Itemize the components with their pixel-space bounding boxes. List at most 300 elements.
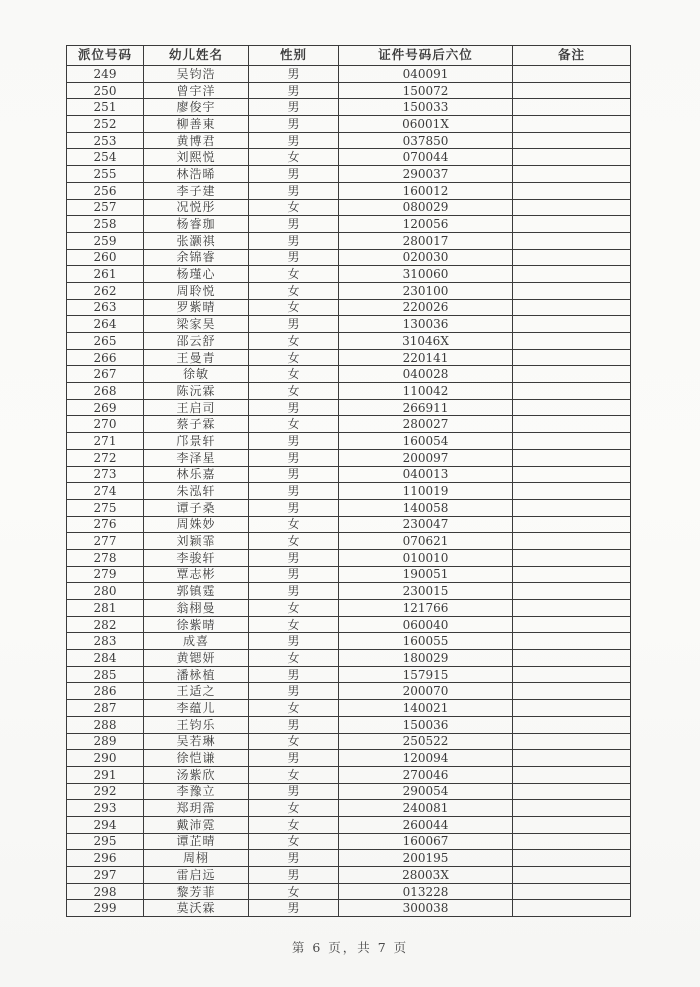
id-last-six-cell: 270046 xyxy=(339,766,513,783)
gender-cell: 女 xyxy=(249,383,339,400)
child-name-cell: 梁家昊 xyxy=(144,316,249,333)
id-last-six-cell: 040013 xyxy=(339,466,513,483)
table-row xyxy=(67,716,631,733)
allocation-number-cell: 283 xyxy=(67,633,144,650)
allocation-number-cell: 289 xyxy=(67,733,144,750)
remark-cell xyxy=(513,900,631,917)
allocation-number-cell: 259 xyxy=(67,232,144,249)
allocation-number-cell: 287 xyxy=(67,700,144,717)
remark-cell xyxy=(513,366,631,383)
remark-cell xyxy=(513,399,631,416)
table-row xyxy=(67,232,631,249)
gender-cell: 女 xyxy=(249,266,339,283)
table-row xyxy=(67,850,631,867)
gender-cell: 女 xyxy=(249,149,339,166)
remark-cell xyxy=(513,867,631,884)
id-last-six-cell: 310060 xyxy=(339,266,513,283)
child-name-cell: 柳善東 xyxy=(144,116,249,133)
remark-cell xyxy=(513,66,631,83)
allocation-number-cell: 273 xyxy=(67,466,144,483)
table-row xyxy=(67,883,631,900)
remark-cell xyxy=(513,816,631,833)
allocation-number-cell: 266 xyxy=(67,349,144,366)
table-row xyxy=(67,566,631,583)
child-name-cell: 郭镇霆 xyxy=(144,583,249,600)
remark-cell xyxy=(513,733,631,750)
gender-cell: 女 xyxy=(249,700,339,717)
table-row xyxy=(67,416,631,433)
table-row xyxy=(67,867,631,884)
id-last-six-cell: 150072 xyxy=(339,82,513,99)
remark-cell xyxy=(513,766,631,783)
id-last-six-cell: 28003X xyxy=(339,867,513,884)
child-name-cell: 潘栐植 xyxy=(144,666,249,683)
table-row xyxy=(67,116,631,133)
allocation-table xyxy=(66,45,631,917)
table-row xyxy=(67,166,631,183)
table-row xyxy=(67,616,631,633)
allocation-number-cell: 253 xyxy=(67,132,144,149)
gender-cell: 女 xyxy=(249,199,339,216)
table-row xyxy=(67,66,631,83)
gender-cell: 男 xyxy=(249,449,339,466)
child-name-cell: 周聆悦 xyxy=(144,282,249,299)
header-child-name: 幼儿姓名 xyxy=(144,46,249,66)
child-name-cell: 莫沃霖 xyxy=(144,900,249,917)
child-name-cell: 邵云舒 xyxy=(144,333,249,350)
gender-cell: 女 xyxy=(249,533,339,550)
id-last-six-cell: 200070 xyxy=(339,683,513,700)
remark-cell xyxy=(513,116,631,133)
id-last-six-cell: 200097 xyxy=(339,449,513,466)
id-last-six-cell: 290037 xyxy=(339,166,513,183)
remark-cell xyxy=(513,416,631,433)
gender-cell: 男 xyxy=(249,232,339,249)
remark-cell xyxy=(513,650,631,667)
remark-cell xyxy=(513,333,631,350)
child-name-cell: 徐恺谦 xyxy=(144,750,249,767)
id-last-six-cell: 040028 xyxy=(339,366,513,383)
id-last-six-cell: 150033 xyxy=(339,99,513,116)
remark-cell xyxy=(513,249,631,266)
child-name-cell: 徐紫晴 xyxy=(144,616,249,633)
id-last-six-cell: 280027 xyxy=(339,416,513,433)
gender-cell: 男 xyxy=(249,683,339,700)
child-name-cell: 雷启远 xyxy=(144,867,249,884)
child-name-cell: 戴沛霓 xyxy=(144,816,249,833)
allocation-table-body xyxy=(67,66,631,917)
allocation-number-cell: 274 xyxy=(67,483,144,500)
allocation-number-cell: 270 xyxy=(67,416,144,433)
child-name-cell: 谭子桑 xyxy=(144,499,249,516)
table-row xyxy=(67,700,631,717)
id-last-six-cell: 110042 xyxy=(339,383,513,400)
table-row xyxy=(67,132,631,149)
allocation-number-cell: 284 xyxy=(67,650,144,667)
id-last-six-cell: 121766 xyxy=(339,600,513,617)
child-name-cell: 廖俊宇 xyxy=(144,99,249,116)
allocation-number-cell: 295 xyxy=(67,833,144,850)
gender-cell: 女 xyxy=(249,366,339,383)
header-gender: 性别 xyxy=(249,46,339,66)
gender-cell: 男 xyxy=(249,433,339,450)
gender-cell: 女 xyxy=(249,800,339,817)
id-last-six-cell: 150036 xyxy=(339,716,513,733)
allocation-number-cell: 255 xyxy=(67,166,144,183)
allocation-number-cell: 293 xyxy=(67,800,144,817)
remark-cell xyxy=(513,99,631,116)
child-name-cell: 周栩 xyxy=(144,850,249,867)
remark-cell xyxy=(513,316,631,333)
gender-cell: 男 xyxy=(249,583,339,600)
allocation-number-cell: 269 xyxy=(67,399,144,416)
id-last-six-cell: 160012 xyxy=(339,182,513,199)
gender-cell: 男 xyxy=(249,166,339,183)
child-name-cell: 余锦睿 xyxy=(144,249,249,266)
child-name-cell: 罗紫晴 xyxy=(144,299,249,316)
id-last-six-cell: 240081 xyxy=(339,800,513,817)
page-number-footer: 第 6 页，共 7 页 xyxy=(291,940,409,955)
gender-cell: 男 xyxy=(249,99,339,116)
table-row xyxy=(67,750,631,767)
remark-cell xyxy=(513,132,631,149)
allocation-number-cell: 265 xyxy=(67,333,144,350)
gender-cell: 男 xyxy=(249,666,339,683)
allocation-number-cell: 286 xyxy=(67,683,144,700)
table-row xyxy=(67,650,631,667)
allocation-number-cell: 275 xyxy=(67,499,144,516)
remark-cell xyxy=(513,549,631,566)
remark-cell xyxy=(513,483,631,500)
table-row xyxy=(67,149,631,166)
remark-cell xyxy=(513,149,631,166)
gender-cell: 女 xyxy=(249,416,339,433)
id-last-six-cell: 290054 xyxy=(339,783,513,800)
table-row xyxy=(67,383,631,400)
header-row xyxy=(67,46,631,66)
remark-cell xyxy=(513,349,631,366)
id-last-six-cell: 010010 xyxy=(339,549,513,566)
table-row xyxy=(67,182,631,199)
id-last-six-cell: 070621 xyxy=(339,533,513,550)
allocation-number-cell: 285 xyxy=(67,666,144,683)
gender-cell: 女 xyxy=(249,600,339,617)
child-name-cell: 杨睿珈 xyxy=(144,216,249,233)
gender-cell: 男 xyxy=(249,466,339,483)
allocation-number-cell: 271 xyxy=(67,433,144,450)
child-name-cell: 黄锶妍 xyxy=(144,650,249,667)
id-last-six-cell: 120094 xyxy=(339,750,513,767)
table-row xyxy=(67,499,631,516)
id-last-six-cell: 040091 xyxy=(339,66,513,83)
gender-cell: 男 xyxy=(249,483,339,500)
gender-cell: 男 xyxy=(249,549,339,566)
remark-cell xyxy=(513,883,631,900)
remark-cell xyxy=(513,800,631,817)
allocation-number-cell: 249 xyxy=(67,66,144,83)
table-row xyxy=(67,733,631,750)
remark-cell xyxy=(513,716,631,733)
remark-cell xyxy=(513,299,631,316)
allocation-number-cell: 268 xyxy=(67,383,144,400)
gender-cell: 男 xyxy=(249,132,339,149)
child-name-cell: 王曼青 xyxy=(144,349,249,366)
id-last-six-cell: 037850 xyxy=(339,132,513,149)
table-row xyxy=(67,199,631,216)
remark-cell xyxy=(513,533,631,550)
table-row xyxy=(67,216,631,233)
table-row xyxy=(67,82,631,99)
child-name-cell: 刘熙悦 xyxy=(144,149,249,166)
table-row xyxy=(67,800,631,817)
allocation-number-cell: 260 xyxy=(67,249,144,266)
remark-cell xyxy=(513,666,631,683)
table-row xyxy=(67,249,631,266)
remark-cell xyxy=(513,783,631,800)
id-last-six-cell: 31046X xyxy=(339,333,513,350)
id-last-six-cell: 140058 xyxy=(339,499,513,516)
table-row xyxy=(67,516,631,533)
id-last-six-cell: 266911 xyxy=(339,399,513,416)
table-row xyxy=(67,533,631,550)
remark-cell xyxy=(513,82,631,99)
remark-cell xyxy=(513,616,631,633)
child-name-cell: 张灏祺 xyxy=(144,232,249,249)
child-name-cell: 翁栩曼 xyxy=(144,600,249,617)
child-name-cell: 李豫立 xyxy=(144,783,249,800)
id-last-six-cell: 06001X xyxy=(339,116,513,133)
allocation-number-cell: 261 xyxy=(67,266,144,283)
allocation-number-cell: 251 xyxy=(67,99,144,116)
table-row xyxy=(67,399,631,416)
id-last-six-cell: 157915 xyxy=(339,666,513,683)
id-last-six-cell: 160067 xyxy=(339,833,513,850)
allocation-number-cell: 263 xyxy=(67,299,144,316)
allocation-number-cell: 294 xyxy=(67,816,144,833)
child-name-cell: 黎芳菲 xyxy=(144,883,249,900)
remark-cell xyxy=(513,683,631,700)
child-name-cell: 蔡子霖 xyxy=(144,416,249,433)
gender-cell: 女 xyxy=(249,733,339,750)
remark-cell xyxy=(513,750,631,767)
table-row xyxy=(67,433,631,450)
allocation-number-cell: 299 xyxy=(67,900,144,917)
allocation-number-cell: 258 xyxy=(67,216,144,233)
table-row xyxy=(67,366,631,383)
table-row xyxy=(67,766,631,783)
gender-cell: 女 xyxy=(249,816,339,833)
id-last-six-cell: 250522 xyxy=(339,733,513,750)
child-name-cell: 覃志彬 xyxy=(144,566,249,583)
table-row xyxy=(67,683,631,700)
table-row xyxy=(67,783,631,800)
remark-cell xyxy=(513,232,631,249)
gender-cell: 男 xyxy=(249,867,339,884)
allocation-number-cell: 250 xyxy=(67,82,144,99)
gender-cell: 女 xyxy=(249,333,339,350)
table-row xyxy=(67,666,631,683)
gender-cell: 女 xyxy=(249,299,339,316)
allocation-number-cell: 298 xyxy=(67,883,144,900)
child-name-cell: 李骏轩 xyxy=(144,549,249,566)
remark-cell xyxy=(513,466,631,483)
table-row xyxy=(67,299,631,316)
child-name-cell: 李蕴儿 xyxy=(144,700,249,717)
allocation-number-cell: 297 xyxy=(67,867,144,884)
remark-cell xyxy=(513,566,631,583)
id-last-six-cell: 280017 xyxy=(339,232,513,249)
gender-cell: 女 xyxy=(249,650,339,667)
id-last-six-cell: 260044 xyxy=(339,816,513,833)
allocation-number-cell: 254 xyxy=(67,149,144,166)
gender-cell: 男 xyxy=(249,66,339,83)
child-name-cell: 曾宇洋 xyxy=(144,82,249,99)
gender-cell: 男 xyxy=(249,850,339,867)
gender-cell: 女 xyxy=(249,766,339,783)
remark-cell xyxy=(513,182,631,199)
child-name-cell: 林乐嘉 xyxy=(144,466,249,483)
remark-cell xyxy=(513,199,631,216)
child-name-cell: 汤紫欣 xyxy=(144,766,249,783)
remark-cell xyxy=(513,266,631,283)
remark-cell xyxy=(513,383,631,400)
id-last-six-cell: 120056 xyxy=(339,216,513,233)
id-last-six-cell: 070044 xyxy=(339,149,513,166)
child-name-cell: 王钧乐 xyxy=(144,716,249,733)
id-last-six-cell: 060040 xyxy=(339,616,513,633)
gender-cell: 女 xyxy=(249,282,339,299)
id-last-six-cell: 080029 xyxy=(339,199,513,216)
allocation-number-cell: 252 xyxy=(67,116,144,133)
table-row xyxy=(67,466,631,483)
gender-cell: 男 xyxy=(249,116,339,133)
allocation-number-cell: 279 xyxy=(67,566,144,583)
remark-cell xyxy=(513,499,631,516)
allocation-number-cell: 277 xyxy=(67,533,144,550)
table-row xyxy=(67,99,631,116)
allocation-table-header xyxy=(67,46,631,66)
remark-cell xyxy=(513,700,631,717)
allocation-number-cell: 292 xyxy=(67,783,144,800)
allocation-number-cell: 291 xyxy=(67,766,144,783)
id-last-six-cell: 230047 xyxy=(339,516,513,533)
gender-cell: 男 xyxy=(249,82,339,99)
id-last-six-cell: 160055 xyxy=(339,633,513,650)
table-row xyxy=(67,266,631,283)
gender-cell: 男 xyxy=(249,750,339,767)
allocation-number-cell: 288 xyxy=(67,716,144,733)
remark-cell xyxy=(513,583,631,600)
table-row xyxy=(67,333,631,350)
child-name-cell: 吴钧浩 xyxy=(144,66,249,83)
table-row xyxy=(67,600,631,617)
gender-cell: 男 xyxy=(249,316,339,333)
gender-cell: 女 xyxy=(249,516,339,533)
allocation-number-cell: 264 xyxy=(67,316,144,333)
allocation-number-cell: 296 xyxy=(67,850,144,867)
id-last-six-cell: 230100 xyxy=(339,282,513,299)
child-name-cell: 王启司 xyxy=(144,399,249,416)
id-last-six-cell: 130036 xyxy=(339,316,513,333)
id-last-six-cell: 300038 xyxy=(339,900,513,917)
child-name-cell: 成喜 xyxy=(144,633,249,650)
gender-cell: 男 xyxy=(249,783,339,800)
header-remark: 备注 xyxy=(513,46,631,66)
remark-cell xyxy=(513,282,631,299)
child-name-cell: 李泽星 xyxy=(144,449,249,466)
gender-cell: 女 xyxy=(249,349,339,366)
child-name-cell: 刘颖霏 xyxy=(144,533,249,550)
table-row xyxy=(67,900,631,917)
remark-cell xyxy=(513,633,631,650)
id-last-six-cell: 200195 xyxy=(339,850,513,867)
table-row xyxy=(67,549,631,566)
gender-cell: 男 xyxy=(249,216,339,233)
id-last-six-cell: 140021 xyxy=(339,700,513,717)
id-last-six-cell: 020030 xyxy=(339,249,513,266)
id-last-six-cell: 013228 xyxy=(339,883,513,900)
child-name-cell: 林浩晞 xyxy=(144,166,249,183)
allocation-number-cell: 276 xyxy=(67,516,144,533)
table-row xyxy=(67,349,631,366)
gender-cell: 男 xyxy=(249,182,339,199)
table-row xyxy=(67,449,631,466)
allocation-number-cell: 280 xyxy=(67,583,144,600)
gender-cell: 男 xyxy=(249,900,339,917)
table-row xyxy=(67,583,631,600)
allocation-number-cell: 278 xyxy=(67,549,144,566)
id-last-six-cell: 180029 xyxy=(339,650,513,667)
gender-cell: 女 xyxy=(249,833,339,850)
allocation-number-cell: 282 xyxy=(67,616,144,633)
gender-cell: 男 xyxy=(249,633,339,650)
child-name-cell: 徐敏 xyxy=(144,366,249,383)
remark-cell xyxy=(513,833,631,850)
gender-cell: 女 xyxy=(249,616,339,633)
id-last-six-cell: 220141 xyxy=(339,349,513,366)
id-last-six-cell: 230015 xyxy=(339,583,513,600)
allocation-number-cell: 257 xyxy=(67,199,144,216)
remark-cell xyxy=(513,433,631,450)
child-name-cell: 吴若琳 xyxy=(144,733,249,750)
child-name-cell: 陈沅霖 xyxy=(144,383,249,400)
table-row xyxy=(67,316,631,333)
child-name-cell: 周姝妙 xyxy=(144,516,249,533)
gender-cell: 男 xyxy=(249,499,339,516)
allocation-number-cell: 290 xyxy=(67,750,144,767)
child-name-cell: 杨瑾心 xyxy=(144,266,249,283)
table-row xyxy=(67,833,631,850)
gender-cell: 女 xyxy=(249,883,339,900)
child-name-cell: 况悦彤 xyxy=(144,199,249,216)
remark-cell xyxy=(513,516,631,533)
child-name-cell: 郑玥霈 xyxy=(144,800,249,817)
allocation-number-cell: 262 xyxy=(67,282,144,299)
header-allocation-number: 派位号码 xyxy=(67,46,144,66)
remark-cell xyxy=(513,449,631,466)
allocation-number-cell: 256 xyxy=(67,182,144,199)
remark-cell xyxy=(513,166,631,183)
id-last-six-cell: 110019 xyxy=(339,483,513,500)
allocation-number-cell: 267 xyxy=(67,366,144,383)
child-name-cell: 谭芷晴 xyxy=(144,833,249,850)
table-row xyxy=(67,633,631,650)
child-name-cell: 黄博君 xyxy=(144,132,249,149)
child-name-cell: 李子建 xyxy=(144,182,249,199)
table-row xyxy=(67,282,631,299)
gender-cell: 男 xyxy=(249,716,339,733)
id-last-six-cell: 160054 xyxy=(339,433,513,450)
